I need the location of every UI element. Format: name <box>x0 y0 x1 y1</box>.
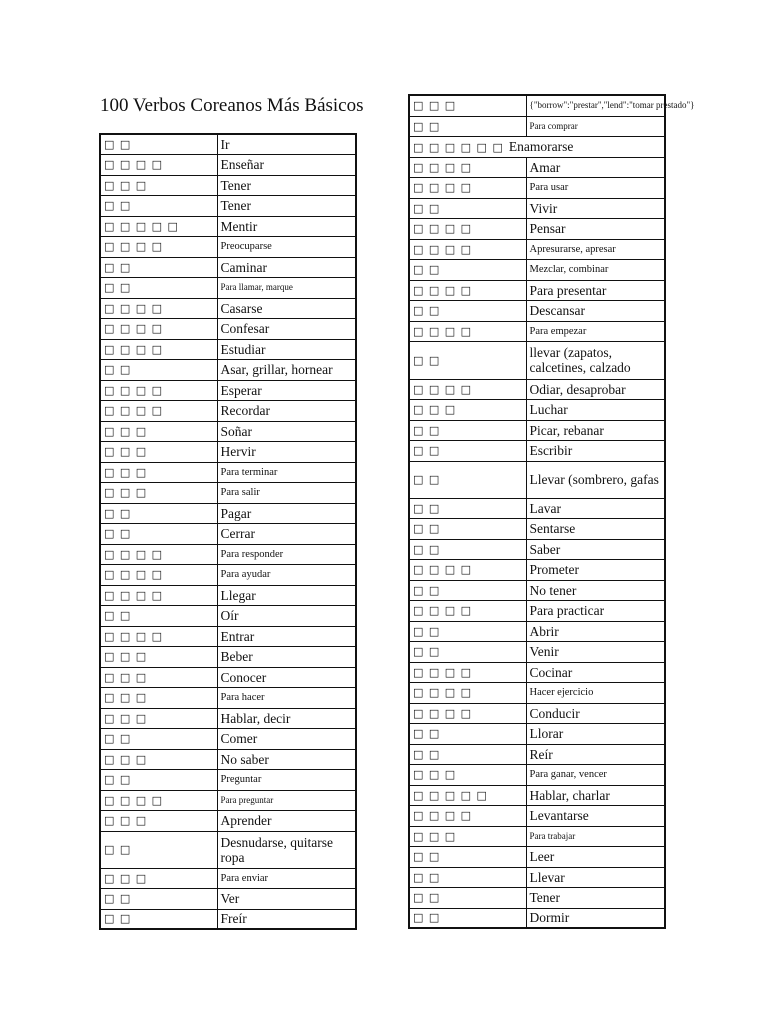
verb-row <box>409 461 665 498</box>
korean-verb: □ □ □ <box>409 826 526 846</box>
verb-row <box>100 154 356 175</box>
verb-row <box>409 826 665 846</box>
spanish-translation: Reír <box>526 744 665 764</box>
spanish-translation: Para comprar <box>526 116 665 136</box>
verb-row <box>409 580 665 600</box>
spanish-translation: Tener <box>217 195 356 216</box>
korean-verb: □ □ <box>100 257 217 277</box>
korean-verb: □ □ <box>409 420 526 440</box>
korean-verb: □ □ □ <box>100 421 217 441</box>
spanish-translation: Pagar <box>217 503 356 523</box>
verb-row <box>100 626 356 646</box>
korean-verb: □ □ <box>409 846 526 867</box>
spanish-translation: Escribir <box>526 440 665 461</box>
korean-verb: □ □ □ □ <box>100 298 217 318</box>
spanish-translation: Mezclar, combinar <box>526 259 665 280</box>
verb-row <box>409 218 665 239</box>
korean-verb: □ □ □ <box>409 764 526 785</box>
verb-row <box>100 646 356 667</box>
korean-verb: □ □ □ <box>100 646 217 667</box>
korean-verb: □ □ □ <box>100 462 217 482</box>
korean-verb: □ □ □ <box>100 868 217 888</box>
verb-row <box>409 321 665 341</box>
spanish-translation: Oír <box>217 605 356 626</box>
korean-verb: □ □ □ □ <box>409 600 526 621</box>
spanish-translation: Estudiar <box>217 339 356 359</box>
verb-row <box>409 662 665 682</box>
korean-verb: □ □ <box>409 518 526 539</box>
korean-verb: □ □ □ □ □ □ <box>413 140 504 154</box>
verb-row <box>409 518 665 539</box>
verbs-table-right <box>408 94 695 929</box>
spanish-translation: Enamorarse <box>508 138 574 154</box>
korean-verb: □ □ □ □ <box>100 400 217 421</box>
spanish-translation: Descansar <box>526 300 665 321</box>
verb-row <box>409 559 665 580</box>
korean-verb: □ □ □ <box>100 441 217 462</box>
spanish-translation: Para llamar, marque <box>217 277 356 298</box>
spanish-translation: Desnudarse, quitarse ropa <box>217 831 356 868</box>
korean-verb: □ □ □ □ <box>409 239 526 259</box>
korean-verb: □ □ □ <box>100 667 217 687</box>
spanish-translation: No tener <box>526 580 665 600</box>
verb-row <box>100 318 356 339</box>
spanish-translation: Llorar <box>526 723 665 744</box>
spanish-translation: Enseñar <box>217 154 356 175</box>
verb-row <box>100 298 356 318</box>
spanish-translation: Para salir <box>217 482 356 503</box>
verb-row <box>100 810 356 831</box>
spanish-translation: Comer <box>217 728 356 749</box>
verb-row <box>409 539 665 559</box>
korean-verb: □ □ □ □ <box>100 380 217 400</box>
spanish-translation: Cocinar <box>526 662 665 682</box>
korean-verb: □ □ □ □ <box>100 626 217 646</box>
korean-verb: □ □ <box>409 116 526 136</box>
verb-row <box>100 544 356 564</box>
verb-row <box>100 523 356 544</box>
spanish-translation: Asar, grillar, hornear <box>217 359 356 380</box>
korean-verb: □ □ □ □ <box>100 154 217 175</box>
verb-row <box>409 440 665 461</box>
verb-row <box>409 703 665 723</box>
spanish-translation: Apresurarse, apresar <box>526 239 665 259</box>
korean-verb: □ □ <box>100 359 217 380</box>
verb-row <box>409 908 665 928</box>
spanish-translation: Levantarse <box>526 805 665 826</box>
verb-row <box>100 482 356 503</box>
korean-verb: □ □ □ <box>100 708 217 728</box>
korean-verb: □ □ <box>409 580 526 600</box>
korean-verb: □ □ <box>100 728 217 749</box>
spanish-translation: Pensar <box>526 218 665 239</box>
spanish-translation: Vivir <box>526 198 665 218</box>
spanish-translation: Venir <box>526 641 665 662</box>
verb-row <box>100 277 356 298</box>
spanish-translation: Lavar <box>526 498 665 518</box>
verb-row <box>409 300 665 321</box>
verb-row <box>409 764 665 785</box>
korean-verb: □ □ <box>100 195 217 216</box>
spanish-translation: Conducir <box>526 703 665 723</box>
korean-verb: □ □ □ □ <box>100 585 217 605</box>
verb-row <box>409 136 665 157</box>
verb-row <box>100 687 356 708</box>
spanish-translation: Para terminar <box>217 462 356 482</box>
verb-row <box>409 621 665 641</box>
korean-verb: □ □ <box>409 641 526 662</box>
verb-row <box>409 239 665 259</box>
spanish-translation: Odiar, desaprobar <box>526 379 665 399</box>
spanish-translation: Preocuparse <box>217 236 356 257</box>
verb-row <box>409 867 665 887</box>
spanish-translation: Tener <box>217 175 356 195</box>
verbs-table-left <box>99 133 357 930</box>
verb-row <box>100 421 356 441</box>
spanish-translation: Soñar <box>217 421 356 441</box>
korean-verb: □ □ <box>409 341 526 379</box>
korean-verb: □ □ □ □ <box>100 236 217 257</box>
spanish-translation: Hervir <box>217 441 356 462</box>
verb-row-combined <box>409 136 665 157</box>
korean-verb: □ □ <box>409 744 526 764</box>
spanish-translation: Recordar <box>217 400 356 421</box>
korean-verb: □ □ <box>409 621 526 641</box>
verb-row <box>409 641 665 662</box>
spanish-translation: Prometer <box>526 559 665 580</box>
verb-row <box>409 744 665 764</box>
verb-row <box>100 769 356 790</box>
verb-row <box>100 667 356 687</box>
spanish-translation: Mentir <box>217 216 356 236</box>
korean-verb: □ □ □ □ □ <box>100 216 217 236</box>
spanish-translation: Para practicar <box>526 600 665 621</box>
korean-verb: □ □ □ <box>409 399 526 420</box>
spanish-translation: Abrir <box>526 621 665 641</box>
spanish-translation: Amar <box>526 157 665 177</box>
spanish-translation: Llevar <box>526 867 665 887</box>
verb-row <box>100 831 356 868</box>
korean-verb: □ □ <box>409 440 526 461</box>
spanish-translation: Para ganar, vencer <box>526 764 665 785</box>
korean-verb: □ □ <box>409 723 526 744</box>
spanish-translation: Cerrar <box>217 523 356 544</box>
korean-verb: □ □ <box>100 605 217 626</box>
spanish-translation: Sentarse <box>526 518 665 539</box>
korean-verb: □ □ <box>100 831 217 868</box>
spanish-translation: Ir <box>217 134 356 154</box>
korean-verb: □ □ □ <box>100 810 217 831</box>
korean-verb: □ □ <box>409 539 526 559</box>
verb-row <box>100 236 356 257</box>
verb-row <box>100 195 356 216</box>
korean-verb: □ □ □ □ <box>409 662 526 682</box>
verb-row <box>409 177 665 198</box>
spanish-translation: Hacer ejercicio <box>526 682 665 703</box>
korean-verb: □ □ □ □ <box>409 177 526 198</box>
spanish-translation: Leer <box>526 846 665 867</box>
korean-verb: □ □ □ □ <box>100 339 217 359</box>
korean-verb: □ □ <box>100 769 217 790</box>
spanish-translation: Entrar <box>217 626 356 646</box>
korean-verb: □ □ □ <box>409 95 526 116</box>
verb-row <box>409 723 665 744</box>
korean-verb: □ □ <box>100 503 217 523</box>
spanish-translation: {"borrow":"prestar","lend":"tomar prestado"} <box>526 95 665 116</box>
spanish-translation: Conocer <box>217 667 356 687</box>
spanish-translation: Llegar <box>217 585 356 605</box>
korean-verb: □ □ <box>409 867 526 887</box>
verb-row <box>409 805 665 826</box>
spanish-translation: Casarse <box>217 298 356 318</box>
verb-row <box>100 216 356 236</box>
verb-row <box>409 682 665 703</box>
spanish-translation: Para hacer <box>217 687 356 708</box>
korean-verb: □ □ □ □ <box>100 564 217 585</box>
verb-row <box>100 503 356 523</box>
verb-row <box>409 420 665 440</box>
spanish-translation: Para ayudar <box>217 564 356 585</box>
korean-verb: □ □ <box>100 134 217 154</box>
spanish-translation: Caminar <box>217 257 356 277</box>
spanish-translation: Ver <box>217 888 356 909</box>
verb-row <box>100 790 356 810</box>
korean-verb: □ □ □ □ <box>100 318 217 339</box>
spanish-translation: Para enviar <box>217 868 356 888</box>
korean-verb: □ □ <box>100 909 217 929</box>
spanish-translation: Para empezar <box>526 321 665 341</box>
korean-verb: □ □ □ <box>100 482 217 503</box>
korean-verb: □ □ <box>100 277 217 298</box>
verb-row <box>409 785 665 805</box>
korean-verb: □ □ □ □ <box>409 280 526 300</box>
verb-row <box>100 708 356 728</box>
spanish-translation: Luchar <box>526 399 665 420</box>
verb-row <box>409 498 665 518</box>
verb-row <box>409 341 665 379</box>
spanish-translation: Aprender <box>217 810 356 831</box>
verb-row <box>409 379 665 399</box>
korean-verb: □ □ <box>409 300 526 321</box>
korean-verb: □ □ □ <box>100 687 217 708</box>
spanish-translation: Para presentar <box>526 280 665 300</box>
verb-row <box>100 909 356 929</box>
korean-verb: □ □ □ □ <box>409 218 526 239</box>
spanish-translation: Picar, rebanar <box>526 420 665 440</box>
spanish-translation: Para preguntar <box>217 790 356 810</box>
korean-verb: □ □ □ □ <box>409 559 526 580</box>
verb-row <box>409 259 665 280</box>
verb-row <box>100 749 356 769</box>
spanish-translation: Tener <box>526 887 665 908</box>
spanish-translation: Hablar, decir <box>217 708 356 728</box>
spanish-translation: Para trabajar <box>526 826 665 846</box>
spanish-translation: Llevar (sombrero, gafas <box>526 461 665 498</box>
korean-verb: □ □ □ □ <box>409 805 526 826</box>
korean-verb: □ □ □ □ <box>100 790 217 810</box>
verb-row <box>100 585 356 605</box>
verb-row <box>100 359 356 380</box>
spanish-translation: Para usar <box>526 177 665 198</box>
korean-verb: □ □ □ □ <box>100 544 217 564</box>
spanish-translation: Preguntar <box>217 769 356 790</box>
verb-row <box>409 887 665 908</box>
verb-row <box>100 134 356 154</box>
korean-verb: □ □ <box>409 259 526 280</box>
spanish-translation: Freír <box>217 909 356 929</box>
verb-row <box>409 198 665 218</box>
verb-row <box>100 868 356 888</box>
spanish-translation: Para responder <box>217 544 356 564</box>
verb-row <box>100 462 356 482</box>
korean-verb: □ □ □ <box>100 175 217 195</box>
verb-row <box>409 846 665 867</box>
verb-row <box>409 399 665 420</box>
verb-row <box>100 400 356 421</box>
verb-row <box>409 95 665 116</box>
korean-verb: □ □ <box>409 461 526 498</box>
verb-row <box>100 257 356 277</box>
verb-row <box>100 728 356 749</box>
korean-verb: □ □ <box>409 908 526 928</box>
korean-verb: □ □ <box>409 887 526 908</box>
verb-row <box>100 441 356 462</box>
korean-verb: □ □ □ □ <box>409 703 526 723</box>
korean-verb: □ □ □ □ □ <box>409 785 526 805</box>
spanish-translation: llevar (zapatos, calcetines, calzado <box>526 341 665 379</box>
verb-row <box>100 888 356 909</box>
korean-verb: □ □ □ □ <box>409 682 526 703</box>
korean-verb: □ □ □ □ <box>409 157 526 177</box>
spanish-translation: Dormir <box>526 908 665 928</box>
korean-verb: □ □ <box>100 888 217 909</box>
verb-row <box>409 157 665 177</box>
verb-row <box>409 600 665 621</box>
verb-row <box>409 116 665 136</box>
korean-verb: □ □ □ □ <box>409 379 526 399</box>
korean-verb: □ □ <box>100 523 217 544</box>
korean-verb: □ □ <box>409 198 526 218</box>
verb-row <box>409 280 665 300</box>
korean-verb: □ □ <box>409 498 526 518</box>
korean-verb: □ □ □ <box>100 749 217 769</box>
verb-row <box>100 564 356 585</box>
verb-row <box>100 380 356 400</box>
korean-verb: □ □ □ □ <box>409 321 526 341</box>
verb-row <box>100 339 356 359</box>
verb-row <box>100 605 356 626</box>
spanish-translation: Saber <box>526 539 665 559</box>
spanish-translation: Beber <box>217 646 356 667</box>
document-title: 100 Verbos Coreanos Más Básicos <box>100 95 364 116</box>
spanish-translation: Confesar <box>217 318 356 339</box>
spanish-translation: Esperar <box>217 380 356 400</box>
spanish-translation: Hablar, charlar <box>526 785 665 805</box>
verb-row <box>100 175 356 195</box>
spanish-translation: No saber <box>217 749 356 769</box>
